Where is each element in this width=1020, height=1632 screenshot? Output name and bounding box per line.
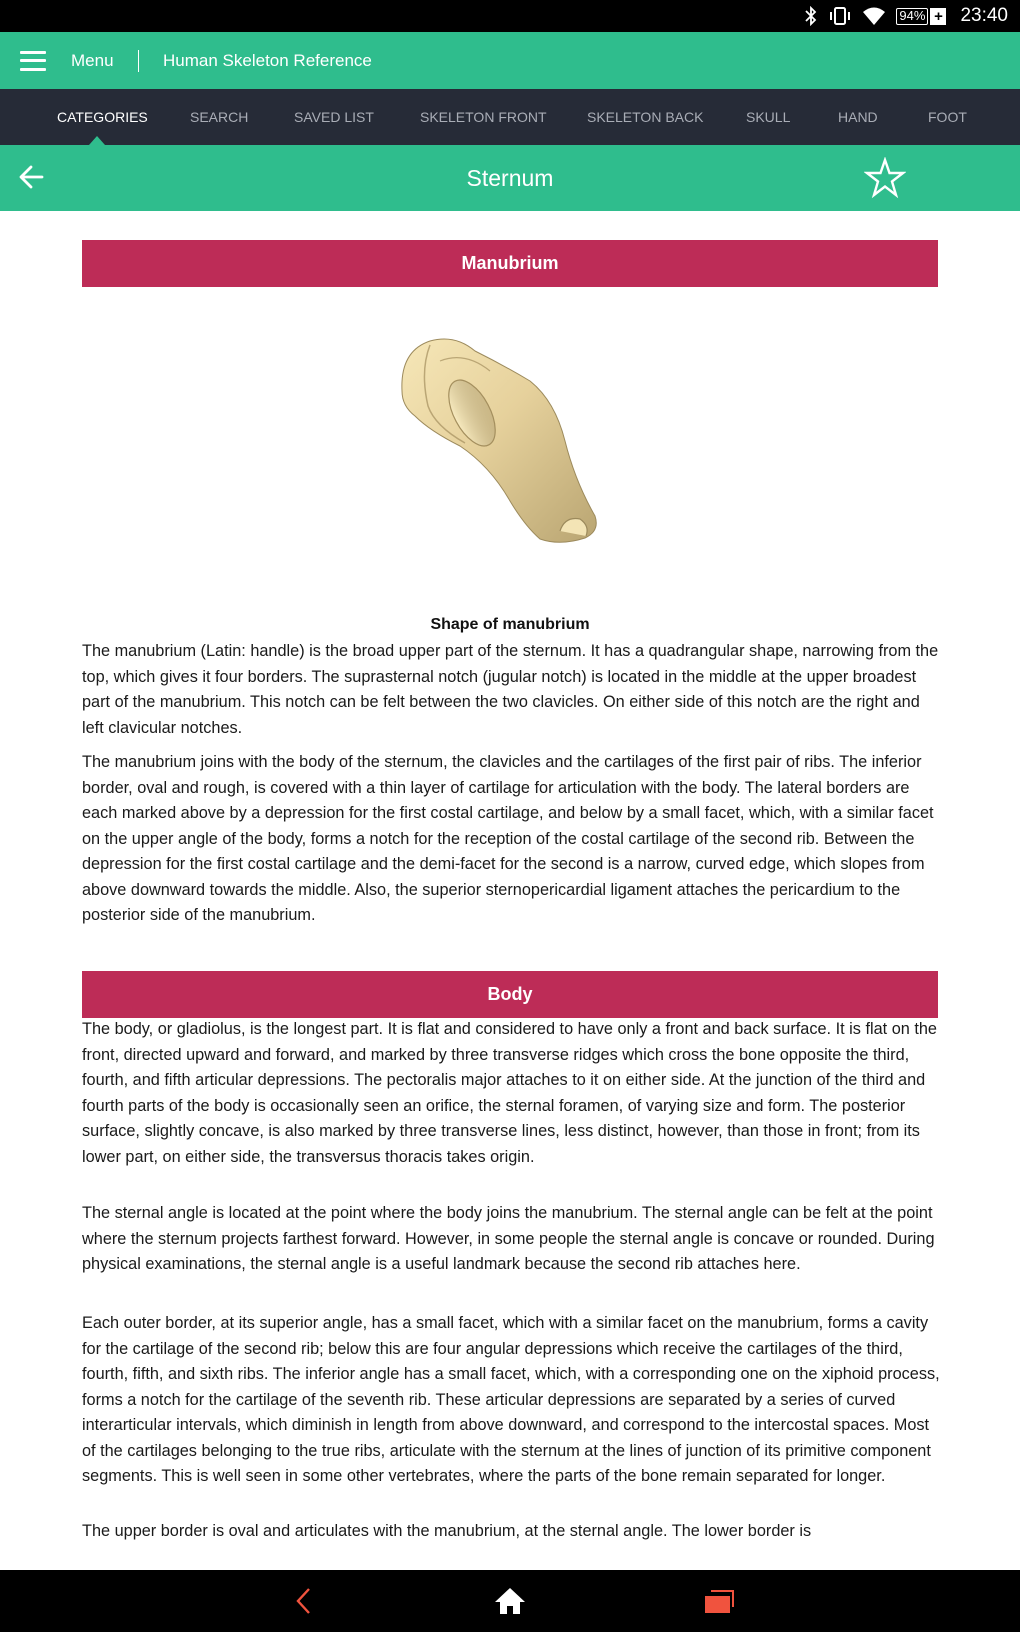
app-title: Human Skeleton Reference bbox=[163, 50, 372, 70]
tab-categories[interactable]: CATEGORIES bbox=[57, 109, 148, 125]
manubrium-image bbox=[390, 331, 630, 561]
divider bbox=[138, 50, 140, 72]
paragraph: The sternal angle is located at the point where the body joins the manubrium. The sternal angle can be felt at the point where the sternum projects farthest forward. However, in some people the sternal angle is concave or rounded. During physical examinations, the sternal angle is a useful landmark because the second rib attaches here. bbox=[82, 1204, 935, 1273]
back-arrow-icon[interactable] bbox=[16, 161, 48, 193]
paragraph: The upper border is oval and articulates with the manubrium, at the sternal angle. The lower border is bbox=[82, 1522, 812, 1540]
clock: 23:40 bbox=[960, 5, 1008, 26]
tab-skeleton-back[interactable]: SKELETON BACK bbox=[587, 109, 704, 125]
nav-back-icon[interactable] bbox=[282, 1582, 326, 1620]
figure-caption: Shape of manubrium bbox=[430, 616, 590, 633]
paragraph: Each outer border, at its superior angle, has a small facet, which with a similar facet on the manubrium, forms a cavity for the cartilage of the second rib; below this are four angular depressions which receive the cartilages of the third, fourth, fifth, and sixth ribs. The inferior angle has a small facet, which, with a corresponding one on the xiphoid process, forms a notch for the cartilage of the seventh rib. These articular depressions are separated by a series of curved interarticular intervals, which diminish in length from above downward, and correspond to the intercostal spaces. Most of the cartilages belonging to the true ribs, articulate with the sternum at the lines of junction of its primitive component segments. This is well seen in some other vertebrates, where the parts of the bone remain separated for longer. bbox=[82, 1314, 940, 1485]
favorite-star-icon[interactable] bbox=[864, 157, 906, 199]
page-title: Sternum bbox=[466, 165, 554, 191]
battery-percent: 94% bbox=[896, 8, 928, 25]
tab-hand[interactable]: HAND bbox=[838, 109, 878, 125]
tab-saved-list[interactable]: SAVED LIST bbox=[294, 109, 374, 125]
section-header-manubrium: Manubrium bbox=[82, 240, 938, 287]
status-bar bbox=[0, 0, 1020, 32]
category-tabs bbox=[0, 89, 1020, 145]
charging-icon: + bbox=[930, 8, 946, 25]
article-content[interactable] bbox=[0, 211, 1020, 1570]
paragraph: The manubrium joins with the body of the sternum, the clavicles and the cartilages of the first pair of ribs. The inferior border, oval and rough, is covered with a thin layer of cartilage for articulation with the body. The lateral borders are each marked above by a depression for the first costal cartilage, and below by a small facet, which, with a similar facet on the upper angle of the body, forms a notch for the reception of the costal cartilage of the second rib. Between the depression for the first costal cartilage and the demi-facet for the second is a narrow, curved edge, which slopes from above downward towards the middle. Also, the superior sternopericardial ligament attaches the pericardium to the posterior side of the manubrium. bbox=[82, 753, 934, 924]
tab-search[interactable]: SEARCH bbox=[190, 109, 249, 125]
active-tab-indicator bbox=[89, 136, 105, 145]
paragraph: The body, or gladiolus, is the longest part. It is flat and considered to have only a front and back surface. It is flat on the front, directed upward and forward, and marked by three transverse ridges which cross the bone opposite the third, fourth, and fifth articular depressions. The pectoralis major attaches to it on either side. At the junction of the third and fourth parts of the body is occasionally seen an orifice, the sternal foramen, of varying size and form. The posterior surface, slightly concave, is also marked by three transverse lines, less distinct, however, than those in front; from its lower part, on either side, the transversus thoracis takes origin. bbox=[82, 1020, 937, 1166]
nav-recent-apps-icon[interactable] bbox=[697, 1582, 741, 1620]
tab-skull[interactable]: SKULL bbox=[746, 109, 791, 125]
battery-indicator bbox=[896, 8, 946, 25]
hamburger-menu-icon[interactable] bbox=[20, 51, 46, 71]
bluetooth-icon bbox=[804, 6, 818, 26]
nav-home-icon[interactable] bbox=[488, 1582, 532, 1620]
wifi-icon bbox=[862, 6, 886, 26]
system-nav-bar bbox=[0, 1570, 1020, 1632]
vibrate-icon bbox=[828, 6, 852, 26]
paragraph: The manubrium (Latin: handle) is the broad upper part of the sternum. It has a quadrangular shape, narrowing from the top, which gives it four borders. The suprasternal notch (jugular notch) is located in the middle at the upper broadest part of the manubrium. This notch can be felt between the two clavicles. On either side of this notch are the right and left clavicular notches. bbox=[82, 642, 939, 737]
tab-foot[interactable]: FOOT bbox=[928, 109, 967, 125]
detail-title-bar bbox=[0, 145, 1020, 211]
section-header-body: Body bbox=[82, 971, 938, 1018]
app-bar bbox=[0, 32, 1020, 89]
menu-button[interactable]: Menu bbox=[71, 50, 114, 70]
tab-skeleton-front[interactable]: SKELETON FRONT bbox=[420, 109, 547, 125]
